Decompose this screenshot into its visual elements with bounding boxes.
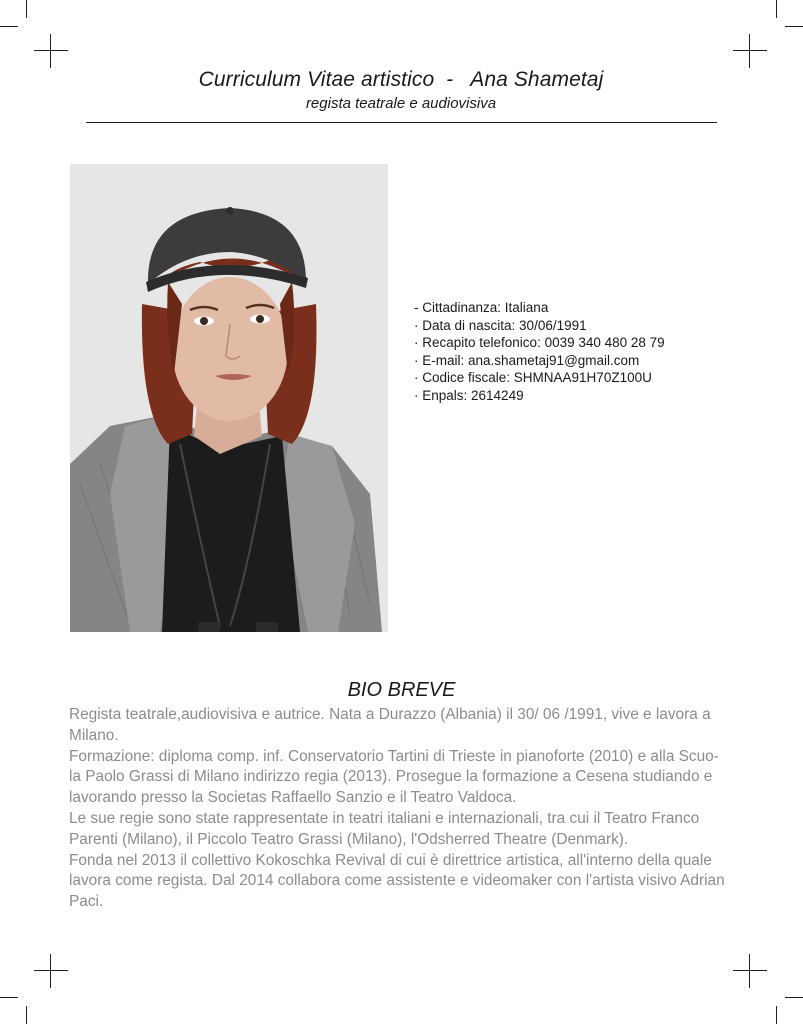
info-phone: · Recapito telefonico: 0039 340 480 28 79 (414, 335, 665, 351)
info-email: · E-mail: ana.shametaj91@gmail.com (414, 352, 640, 368)
info-fiscal-code: · Codice fiscale: SHMNAA91H70Z100U (414, 370, 652, 386)
bio-line: Parenti (Milano), il Piccolo Teatro Grassi (Milano), l'Odsherred Theatre (Denmark). (69, 830, 629, 848)
document-subtitle: regista teatrale e audiovisiva (305, 95, 497, 112)
bio-line: Regista teatrale,audiovisiva e autrice. Nata a Durazzo (Albania) il 30/ 06 /1991, vive e lavora a (69, 706, 711, 723)
info-citizenship: - Cittadinanza: Italiana (414, 300, 549, 315)
portrait-photo (70, 164, 388, 632)
bio-line: Paci. (69, 893, 104, 911)
bio-line: lavorando presso la Societas Raffaello Sanzio e il Teatro Valdoca. (69, 789, 517, 807)
document-title: Curriculum Vitae artistico - Ana Shametaj (198, 68, 604, 91)
bio-line: Fonda nel 2013 il collettivo Kokoschka Revival di cui è direttrice artistica, all'interno della quale (69, 851, 712, 869)
bio-heading: BIO BREVE (347, 679, 456, 701)
bio-line: la Paolo Grassi di Milano indirizzo regia (2013). Prosegue la formazione a Cesena studiando e (69, 768, 713, 786)
personal-info-list (414, 299, 774, 405)
document-header (86, 68, 716, 112)
info-birthdate: · Data di nascita: 30/06/1991 (414, 317, 587, 333)
info-enpals: · Enpals: 2614249 (414, 387, 524, 403)
header-divider (86, 122, 717, 123)
bio-text (69, 705, 741, 913)
bio-line: Formazione: diploma comp. inf. Conservatorio Tartini di Trieste in pianoforte (2010) e alla Scuo- (69, 747, 719, 765)
portrait-illustration (70, 164, 388, 632)
bio-line: lavora come regista. Dal 2014 collabora come assistente e videomaker con l'artista visivo Adrian (69, 872, 725, 890)
bio-line: Le sue regie sono state rappresentate in teatri italiani e internazionali, tra cui il Teatro Franco (69, 809, 700, 827)
bio-line: Milano. (69, 726, 119, 744)
